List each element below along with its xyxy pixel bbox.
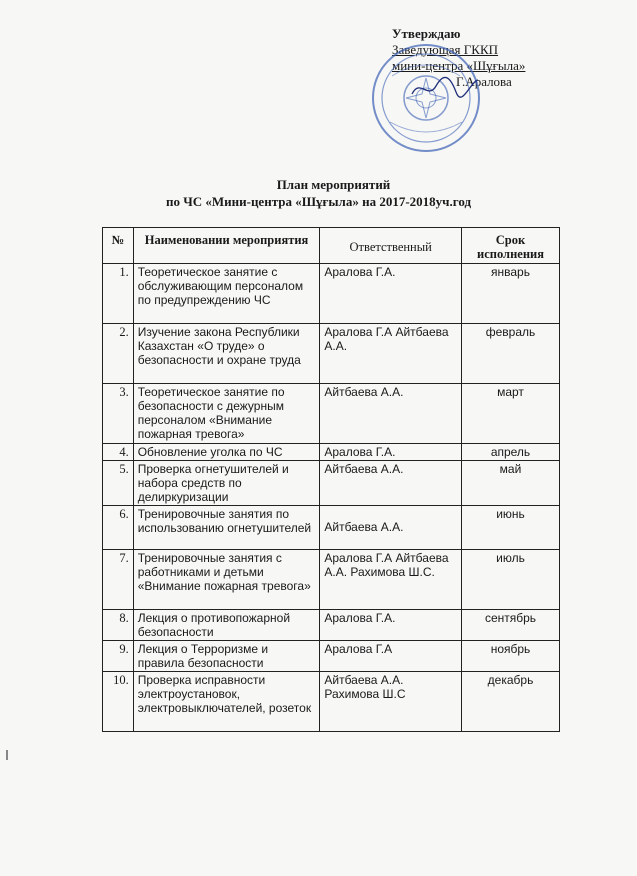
table-row	[103, 461, 560, 506]
table-row	[103, 324, 560, 384]
row-number: 6.	[103, 506, 134, 550]
table-row	[103, 384, 560, 444]
row-event-name: Лекция о Терроризме и правила безопасности	[133, 641, 320, 672]
row-responsible: Айтбаева А.А.	[320, 506, 462, 550]
row-number: 8.	[103, 610, 134, 641]
row-event-name: Теоретическое занятие с обслуживающим персоналом по предупреждению ЧС	[133, 264, 320, 324]
row-term: ноябрь	[462, 641, 560, 672]
row-number: 9.	[103, 641, 134, 672]
row-term: декабрь	[462, 672, 560, 732]
scan-mark	[6, 750, 8, 760]
approval-position: Заведующая ГККП	[392, 42, 499, 57]
row-term: апрель	[462, 444, 560, 461]
row-responsible: Аралова Г.А.	[320, 610, 462, 641]
table-row	[103, 264, 560, 324]
row-responsible: Айтбаева А.А.	[320, 461, 462, 506]
row-responsible: Айтбаева А.А. Рахимова Ш.С	[320, 672, 462, 732]
row-number: 3.	[103, 384, 134, 444]
row-number: 5.	[103, 461, 134, 506]
row-event-name: Проверка исправности электроустановок, электровыключателей, розеток	[133, 672, 320, 732]
approval-organization: мини-центра «Шұғыла»	[392, 58, 526, 73]
row-event-name: Изучение закона Республики Казахстан «О труде» о безопасности и охране труда	[133, 324, 320, 384]
row-responsible: Аралова Г.А.	[320, 444, 462, 461]
row-number: 4.	[103, 444, 134, 461]
document-heading	[0, 176, 637, 210]
row-term: июнь	[462, 506, 560, 550]
approval-title: Утверждаю	[392, 26, 461, 41]
row-event-name: Лекция о противопожарной безопасности	[133, 610, 320, 641]
row-event-name: Обновление уголка по ЧС	[133, 444, 320, 461]
row-event-name: Тренировочные занятия по использованию огнетушителей	[133, 506, 320, 550]
row-event-name: Тренировочные занятия с работниками и детьми «Внимание пожарная тревога»	[133, 550, 320, 610]
table-row	[103, 610, 560, 641]
signature-icon	[410, 72, 480, 102]
heading-subtitle: по ЧС «Мини-центра «Шұғыла» на 2017-2018уч.год	[165, 194, 472, 209]
row-number: 10.	[103, 672, 134, 732]
column-header-term: Срок исполнения	[462, 228, 560, 264]
row-term: март	[462, 384, 560, 444]
table-row	[103, 444, 560, 461]
row-responsible: Айтбаева А.А.	[320, 384, 462, 444]
heading-title: План мероприятий	[276, 177, 391, 192]
column-header-name: Наименовании мероприятия	[133, 228, 320, 264]
row-term: май	[462, 461, 560, 506]
approval-name: Г.Аралова	[456, 74, 512, 89]
table-header-row	[103, 228, 560, 264]
row-event-name: Теоретическое занятие по безопасности с дежурным персоналом «Внимание пожарная тревога»	[133, 384, 320, 444]
events-plan-table	[102, 227, 560, 732]
row-event-name: Проверка огнетушителей и набора средств по делиркуризации	[133, 461, 320, 506]
table-row	[103, 641, 560, 672]
table-row	[103, 550, 560, 610]
row-responsible: Аралова Г.А	[320, 641, 462, 672]
row-number: 1.	[103, 264, 134, 324]
row-number: 2.	[103, 324, 134, 384]
table-row	[103, 506, 560, 550]
table-row	[103, 672, 560, 732]
row-responsible: Аралова Г.А Айтбаева А.А. Рахимова Ш.С.	[320, 550, 462, 610]
row-term: июль	[462, 550, 560, 610]
column-header-responsible: Ответственный	[320, 228, 462, 264]
row-responsible: Аралова Г.А Айтбаева А.А.	[320, 324, 462, 384]
row-responsible: Аралова Г.А.	[320, 264, 462, 324]
row-term: февраль	[462, 324, 560, 384]
row-term: сентябрь	[462, 610, 560, 641]
row-term: январь	[462, 264, 560, 324]
column-header-num: №	[103, 228, 134, 264]
row-number: 7.	[103, 550, 134, 610]
